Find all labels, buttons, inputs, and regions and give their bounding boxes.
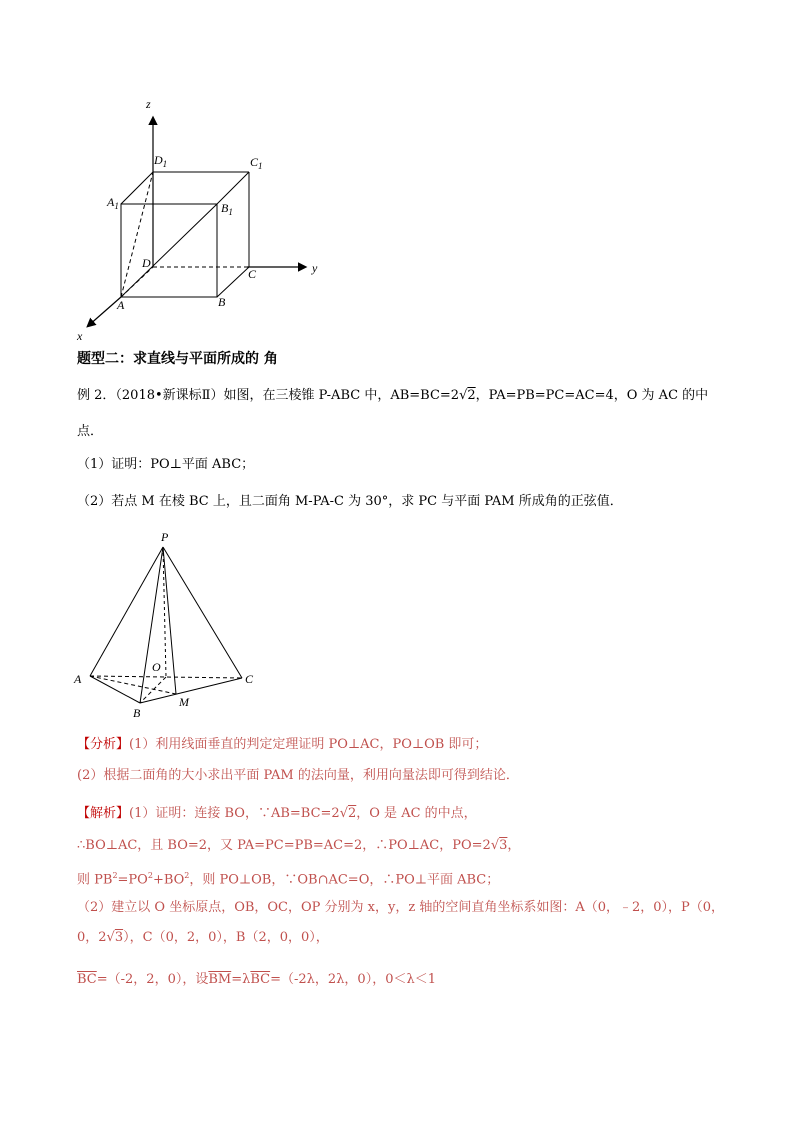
section-heading: 题型二：求直线与平面所成的 角 xyxy=(77,351,278,367)
problem-line-1 xyxy=(77,386,708,406)
label-B: B xyxy=(133,706,141,720)
superscript: 2 xyxy=(184,871,190,880)
sqrt-symbol: √ xyxy=(459,388,468,403)
edge-BC xyxy=(217,267,249,297)
label-C1: $C_1$ xyxy=(250,155,263,171)
problem-line-1-radicand: 2 xyxy=(467,388,476,403)
edge-PC xyxy=(163,547,242,678)
solution-line-5 xyxy=(77,928,329,948)
solution-line-1-b: ，O 是 AC 的中点， xyxy=(356,806,477,821)
solution-line-3-a: 则 PB xyxy=(77,872,113,888)
vector-BC: $\overline{BC}$ xyxy=(77,972,97,987)
solution-line-1-radicand: 2 xyxy=(347,806,357,821)
problem-line-2: 点． xyxy=(77,424,104,439)
edge-AB xyxy=(90,676,140,703)
solution-line-5-a: 0，2 xyxy=(77,930,107,945)
solution-line-1-a: (1）证明：连接 BO，∵AB=BC=2 xyxy=(129,806,340,821)
label-A: A xyxy=(74,672,82,686)
label-z: z xyxy=(146,97,151,111)
superscript: 2 xyxy=(112,871,118,880)
problem-part-1: （1）证明：PO⊥平面 ABC； xyxy=(77,457,255,472)
solution-line-3-c: +BO xyxy=(152,872,185,888)
solution-line-1 xyxy=(77,804,477,824)
pyramid-figure xyxy=(70,525,270,725)
label-D: D xyxy=(142,256,151,270)
analysis-text-1: (1）利用线面垂直的判定定理证明 PO⊥AC，PO⊥OB 即可； xyxy=(129,737,488,752)
vector-BM: $\overline{BM}$ xyxy=(208,972,232,987)
label-A: A xyxy=(117,298,125,312)
analysis-line-1 xyxy=(77,735,487,755)
solution-line-5-b: ），C（0，2，0），B（2，0，0）， xyxy=(123,930,329,945)
label-A1: $A_1$ xyxy=(107,195,119,211)
sqrt-symbol: √ xyxy=(339,806,348,821)
edge-A1D1 xyxy=(121,172,153,204)
solution-line-3 xyxy=(77,866,499,890)
label-B1: $B_1$ xyxy=(221,201,233,217)
sqrt-symbol: √ xyxy=(490,838,500,853)
solution-line-2-radicand: 3 xyxy=(499,838,508,853)
label-O: O xyxy=(152,660,161,674)
superscript: 2 xyxy=(147,871,153,880)
hidden-diagonal-AD1 xyxy=(121,172,153,297)
label-y: y xyxy=(312,261,318,275)
sqrt-symbol: √ xyxy=(106,930,115,945)
solution-line-3-b: =PO xyxy=(117,872,148,888)
cube-coordinate-figure xyxy=(70,95,340,345)
label-P: P xyxy=(161,530,169,544)
solution-line-6-b: =λ xyxy=(231,972,251,987)
solution-line-2-b: ， xyxy=(507,838,521,853)
solution-line-2 xyxy=(77,836,520,856)
solution-line-6-c: =（-2λ，2λ，0），0＜λ＜1 xyxy=(270,972,436,987)
label-x: x xyxy=(77,329,83,343)
analysis-line-2: (2）根据二面角的大小求出平面 PAM 的法向量，利用向量法即可得到结论． xyxy=(77,768,519,783)
solution-line-4: （2）建立以 O 坐标原点，OB，OC，OP 分别为 x，y，z 轴的空间直角坐标系如图：A（0，﹣2，0），P（0， xyxy=(77,900,725,915)
problem-line-1-prefix: 例 2．（2018•新课标Ⅱ）如图，在三棱锥 P-ABC 中，AB=BC=2 xyxy=(77,388,460,403)
edge-BC xyxy=(140,678,242,703)
solution-line-5-radicand: 3 xyxy=(114,930,124,945)
problem-part-2: （2）若点 M 在棱 BC 上，且二面角 M-PA-C 为 30°，求 PC 与平面 PAM 所成角的正弦值． xyxy=(77,494,623,509)
problem-line-1-suffix: ，PA=PB=PC=AC=4，O 为 AC 的中 xyxy=(475,388,709,403)
label-D1: $D_1$ xyxy=(154,153,168,169)
edge-PB xyxy=(140,547,163,703)
solution-tag: 【解析】 xyxy=(77,806,130,821)
solution-line-2-a: ∴BO⊥AC，且 BO=2，又 PA=PC=PB=AC=2，∴PO⊥AC，PO=2 xyxy=(77,838,491,853)
diagonal-AB1 xyxy=(121,204,217,297)
analysis-tag: 【分析】 xyxy=(77,737,130,752)
edge-B1C1 xyxy=(217,172,249,204)
label-C: C xyxy=(248,267,257,281)
edge-PA xyxy=(90,547,163,676)
label-M: M xyxy=(179,695,189,709)
label-B: B xyxy=(218,295,226,309)
solution-line-3-d: ，则 PO⊥OB，∵OB∩AC=O，∴PO⊥平面 ABC； xyxy=(189,872,500,888)
solution-line-6 xyxy=(77,970,436,990)
label-C: C xyxy=(245,672,254,686)
edge-AM xyxy=(90,676,176,694)
solution-line-6-a: =（-2，2，0），设 xyxy=(96,972,209,987)
vector-BC: $\overline{BC}$ xyxy=(250,972,271,987)
edge-OB xyxy=(140,677,166,703)
